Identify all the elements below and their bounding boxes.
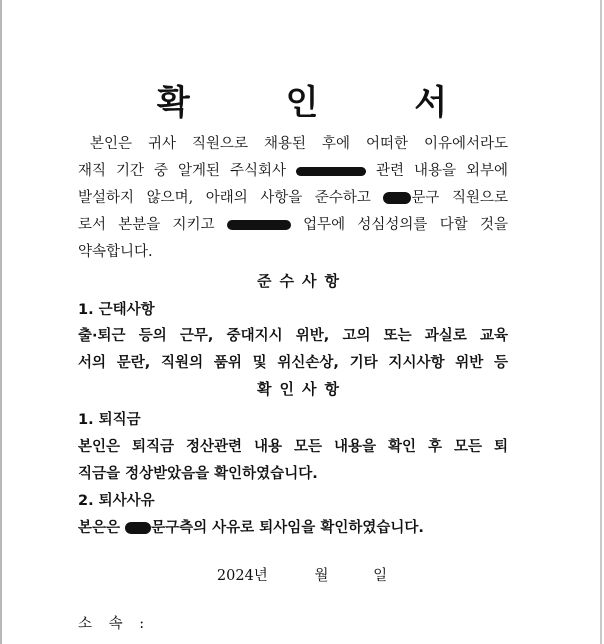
- intro-line-2: [78, 159, 508, 183]
- item-severance-title: 1. 퇴직금: [78, 412, 141, 428]
- redacted-name-1: [383, 192, 411, 204]
- resignation-line-1: [78, 516, 508, 540]
- date-month: 월: [314, 568, 329, 584]
- resignation-line-1-a: 본은은: [78, 520, 121, 536]
- severance-line-1: 본인은 퇴직금 정산관련 내용 모든 내용을 확인 후 모든 퇴: [78, 439, 508, 455]
- severance-line-2: 직금을 정상받았음을 확인하였습니다.: [78, 466, 318, 482]
- intro-line-4-b: 업무에 성심성의를 다할 것을: [303, 217, 508, 233]
- document-title: 확 인 서: [156, 83, 490, 123]
- intro-line-1: 본인은 귀사 직원으로 채용된 후에 어떠한 이유에서라도: [90, 136, 508, 152]
- date-day: 일: [373, 568, 388, 584]
- signing-date: [0, 564, 604, 585]
- intro-line-3: [78, 186, 508, 210]
- item-attendance-title: 1. 근태사항: [78, 302, 155, 318]
- intro-line-4: [78, 213, 508, 237]
- attendance-line-1: 출·퇴근 등의 근무, 중대지시 위반, 고의 또는 과실로 교육: [78, 328, 508, 344]
- intro-line-5: 약속합니다.: [78, 244, 153, 260]
- redacted-name-2: [227, 220, 291, 230]
- intro-line-3-a: 발설하지 않으며, 아래의 사항을 준수하고: [78, 190, 371, 206]
- intro-line-2-a: 재직 기간 중 알게된 주식회사: [78, 163, 287, 179]
- intro-line-3-b: 문구 직원으로: [411, 190, 508, 206]
- heading-confirmation: 확인사항: [257, 380, 347, 398]
- intro-line-2-b: 관련 내용을 외부에: [375, 163, 509, 179]
- redacted-name-3: [125, 522, 151, 534]
- affiliation-label: 소 속 :: [78, 616, 151, 632]
- resignation-line-1-b: 문구측의 사유로 퇴사임을 확인하였습니다.: [151, 520, 424, 536]
- redacted-company-name: [296, 167, 366, 176]
- intro-line-4-a: 로서 본분을 지키고: [78, 217, 215, 233]
- item-resignation-title: 2. 퇴사사유: [78, 493, 155, 509]
- date-year: 2024년: [216, 568, 268, 584]
- heading-compliance: 준수사항: [257, 272, 347, 290]
- attendance-line-2: 서의 문란, 직원의 품위 및 위신손상, 기타 지시사항 위반 등: [78, 355, 508, 371]
